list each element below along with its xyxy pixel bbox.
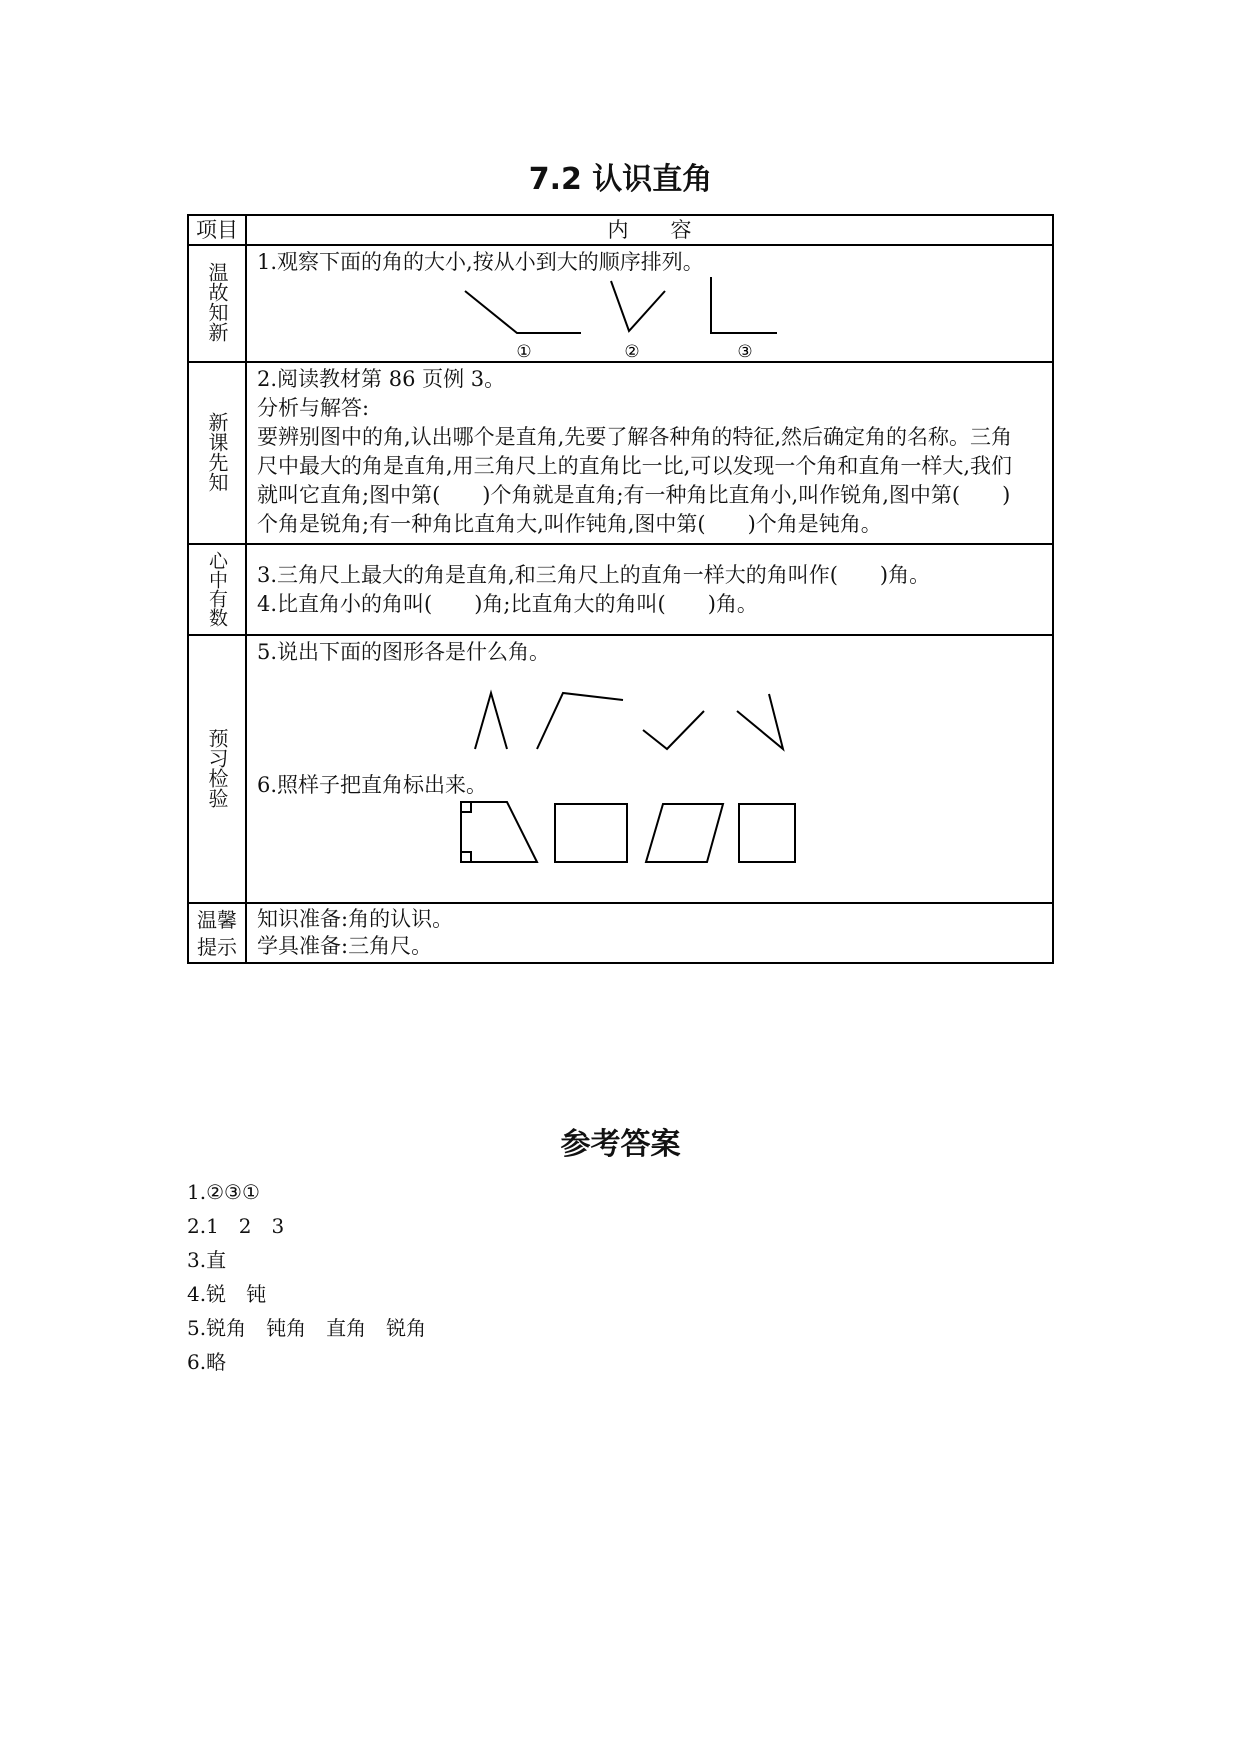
answer-item: 3.直 — [187, 1248, 227, 1272]
table-row — [188, 544, 1053, 635]
analysis-label: 分析与解答: — [257, 396, 370, 420]
question-1: 1.观察下面的角的大小,按从小到大的顺序排列。 — [257, 250, 704, 274]
question-3: 3.三角尺上最大的角是直角,和三角尺上的直角一样大的角叫作( )角。 — [257, 563, 931, 587]
rectangle — [555, 804, 627, 862]
answers-title: 参考答案 — [560, 1127, 681, 1162]
answer-list — [187, 1175, 426, 1379]
angle-shape-c — [643, 711, 704, 749]
angle-acute — [611, 281, 665, 331]
answer-item: 1.②③① — [187, 1180, 260, 1204]
angle-shape-b — [537, 693, 623, 749]
angle-figures-q1 — [247, 277, 1052, 361]
analysis-line: 要辨别图中的角,认出哪个是直角,先要了解各种角的特征,然后确定角的名称。三角 — [257, 425, 1013, 449]
angle-obtuse — [465, 291, 581, 333]
angle-shape-d — [737, 694, 783, 749]
question-2: 2.阅读教材第 86 页例 3。 — [257, 367, 506, 391]
table-row — [188, 635, 1053, 903]
right-angle-mark — [461, 802, 471, 812]
answer-item: 2.1 2 3 — [187, 1214, 285, 1238]
tip-knowledge: 知识准备:角的认识。 — [257, 907, 454, 931]
figure-label-1: ① — [516, 342, 532, 361]
parallelogram — [646, 804, 723, 862]
right-angle-mark — [461, 852, 471, 862]
figure-label-3: ③ — [737, 342, 753, 361]
angle-right — [711, 277, 777, 333]
row-label-line: 提示 — [197, 935, 237, 959]
angle-figures-q5 — [247, 667, 1052, 759]
table-row — [188, 245, 1053, 362]
analysis-line: 尺中最大的角是直角,用三角尺上的直角比一比,可以发现一个角和直角一样大,我们 — [257, 454, 1013, 478]
header-content: 内 容 — [607, 218, 692, 242]
row-label: 预习检验 — [205, 728, 229, 808]
question-6: 6.照样子把直角标出来。 — [257, 773, 488, 797]
square — [739, 804, 795, 862]
question-5: 5.说出下面的图形各是什么角。 — [257, 640, 551, 664]
row-label: 新课先知 — [205, 412, 229, 492]
table-header-row — [188, 215, 1053, 245]
answer-item: 5.锐角 钝角 直角 锐角 — [187, 1316, 427, 1340]
header-item: 项目 — [196, 218, 238, 242]
row-label-line: 温馨 — [197, 908, 237, 932]
table-row — [188, 903, 1053, 963]
row-label: 温故知新 — [205, 262, 229, 342]
figure-label-2: ② — [624, 342, 640, 361]
answer-item: 6.略 — [187, 1350, 227, 1374]
analysis-line: 就叫它直角;图中第( )个角就是直角;有一种角比直角小,叫作锐角,图中第( ) — [257, 483, 1011, 507]
tip-tools: 学具准备:三角尺。 — [257, 934, 433, 958]
answer-item: 4.锐 钝 — [187, 1282, 267, 1306]
question-4: 4.比直角小的角叫( )角;比直角大的角叫( )角。 — [257, 592, 758, 616]
row-label: 心中有数 — [206, 550, 228, 627]
right-trapezoid — [461, 802, 537, 862]
page-title: 7.2 认识直角 — [528, 162, 713, 197]
worksheet-table — [187, 214, 1054, 964]
analysis-line: 个角是锐角;有一种角比直角大,叫作钝角,图中第( )个角是钝角。 — [257, 512, 882, 536]
table-row — [188, 362, 1053, 544]
shape-figures-q6 — [247, 800, 1052, 870]
angle-shape-a — [475, 693, 507, 749]
